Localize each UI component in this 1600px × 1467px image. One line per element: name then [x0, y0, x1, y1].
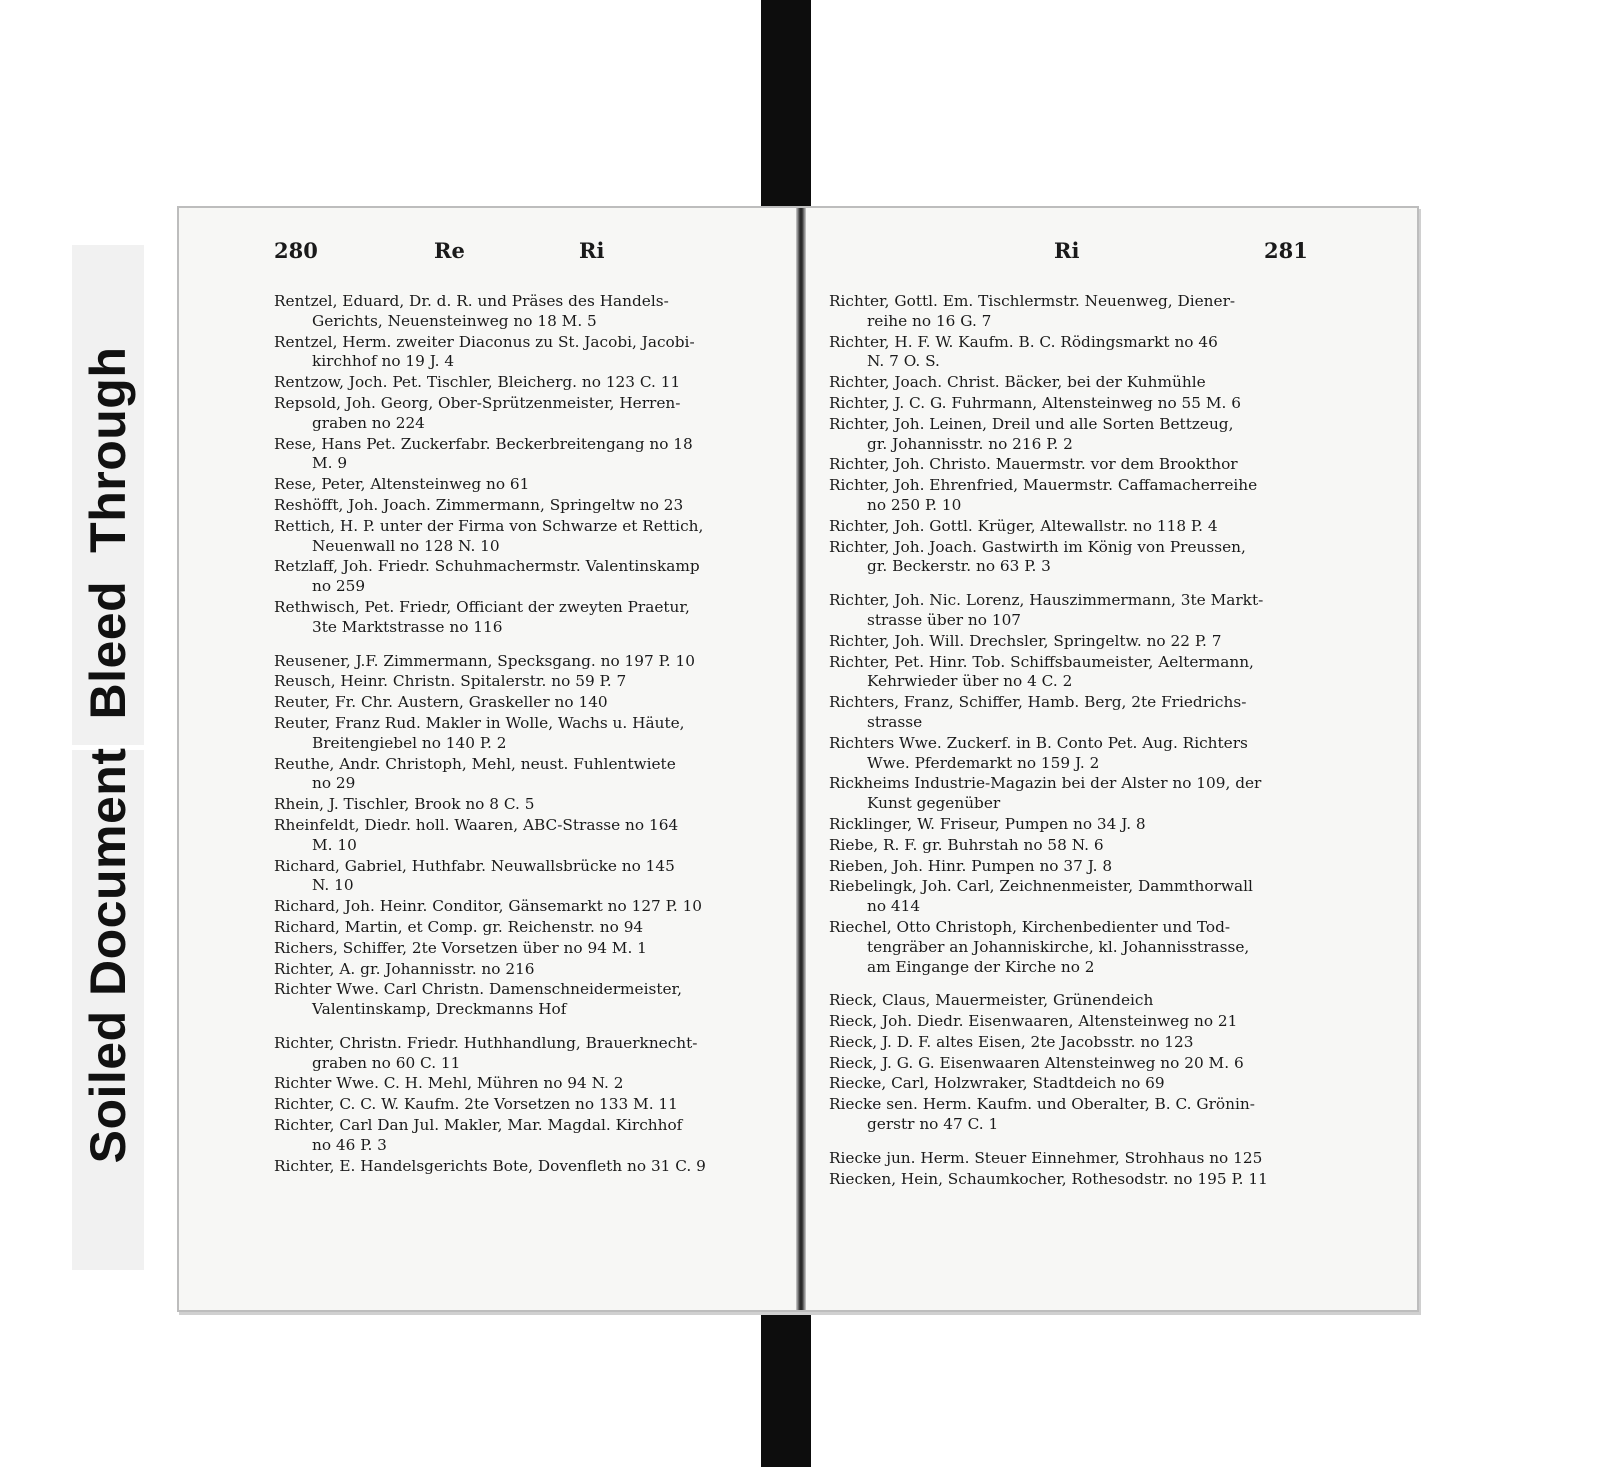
entry-line: Gerichts, Neuensteinweg no 18 M. 5: [312, 311, 597, 330]
stamp-word-bleed: Bleed: [80, 580, 136, 720]
directory-entry: [274, 1074, 774, 1094]
directory-entry: [829, 836, 1329, 856]
entry-line: Rentzel, Herm. zweiter Diaconus zu St. Jacobi, Jacobi-: [274, 332, 695, 351]
entry-line: Richter, J. C. G. Fuhrmann, Altensteinweg no 55 M. 6: [829, 393, 1241, 412]
entry-line: Richter, C. C. W. Kaufm. 2te Vorsetzen no 133 M. 11: [274, 1095, 678, 1114]
entry-line: Rentzow, Joch. Pet. Tischler, Bleicherg. no 123 C. 11: [274, 373, 681, 392]
entry-line: Riechel, Otto Christoph, Kirchenbedienter und Tod-: [829, 917, 1231, 936]
entry-line: Reuthe, Andr. Christoph, Mehl, neust. Fuhlentwiete: [274, 754, 676, 773]
entry-line: Richter, H. F. W. Kaufm. B. C. Rödingsmarkt no 46: [829, 332, 1218, 351]
entry-line: Richter, Joh. Nic. Lorenz, Hauszimmermann, 3te Markt-: [829, 591, 1264, 610]
directory-entry: [829, 857, 1329, 877]
directory-entry: [829, 1012, 1329, 1032]
directory-entry: [829, 538, 1329, 578]
entry-line: Neuenwall no 128 N. 10: [312, 536, 500, 555]
directory-entry: [274, 857, 774, 897]
entry-line: strasse über no 107: [867, 610, 1022, 629]
directory-entry: [829, 1074, 1329, 1094]
directory-entry: [274, 496, 774, 516]
entry-line: no 250 P. 10: [867, 495, 962, 514]
entry-line: Rieck, Joh. Diedr. Eisenwaaren, Altensteinweg no 21: [829, 1012, 1238, 1031]
entry-line: Rheinfeldt, Diedr. holl. Waaren, ABC-Strasse no 164: [274, 815, 679, 834]
directory-entry: [274, 939, 774, 959]
directory-entry: [829, 591, 1329, 631]
binding-strip-top: [761, 0, 811, 212]
directory-entry: [829, 455, 1329, 475]
directory-entry: [274, 292, 774, 332]
directory-entries: [274, 292, 774, 1177]
entry-line: N. 10: [312, 876, 354, 895]
directory-entry: [274, 557, 774, 597]
directory-entry: [829, 415, 1329, 455]
page-number: 281: [1264, 238, 1308, 263]
entry-line: Richard, Joh. Heinr. Conditor, Gänsemarkt no 127 P. 10: [274, 897, 703, 916]
entry-line: Rethwisch, Pet. Friedr, Officiant der zweyten Praetur,: [274, 597, 690, 616]
entry-line: M. 9: [312, 454, 348, 473]
directory-entry: [274, 517, 774, 557]
entry-line: Wwe. Pferdemarkt no 159 J. 2: [867, 753, 1100, 772]
directory-entry: [274, 1034, 774, 1074]
directory-entry: [829, 1033, 1329, 1053]
entry-line: Breitengiebel no 140 P. 2: [312, 733, 507, 752]
entry-line: no 414: [867, 897, 921, 916]
entry-line: Richter, Joh. Leinen, Dreil und alle Sorten Bettzeug,: [829, 414, 1234, 433]
directory-entry: [829, 1095, 1329, 1135]
entry-line: Richter, Pet. Hinr. Tob. Schiffsbaumeister, Aeltermann,: [829, 652, 1254, 671]
directory-entry: [274, 373, 774, 393]
soiled-document-stamp: [72, 245, 154, 1270]
entry-line: Riecke, Carl, Holzwraker, Stadtdeich no 69: [829, 1074, 1165, 1093]
entry-line: graben no 60 C. 11: [312, 1053, 461, 1072]
entry-line: Rieben, Joh. Hinr. Pumpen no 37 J. 8: [829, 856, 1113, 875]
directory-entry: [274, 1157, 774, 1177]
entry-line: Rese, Peter, Altensteinweg no 61: [274, 475, 530, 494]
directory-entry: [829, 815, 1329, 835]
directory-entry: [829, 877, 1329, 917]
stamp-word-soiled-document: Soiled Document: [80, 747, 136, 1164]
directory-entry: [274, 693, 774, 713]
entry-line: Reuter, Fr. Chr. Austern, Graskeller no 140: [274, 693, 608, 712]
directory-entry: [274, 1116, 774, 1156]
entry-line: Richters Wwe. Zuckerf. in B. Conto Pet. Aug. Richters: [829, 733, 1248, 752]
entry-line: Ricklinger, W. Friseur, Pumpen no 34 J. 8: [829, 814, 1146, 833]
entry-line: reihe no 16 G. 7: [867, 311, 992, 330]
stamp-word-through: Through: [80, 346, 136, 553]
entry-line: Retzlaff, Joh. Friedr. Schuhmachermstr. Valentinskamp: [274, 557, 700, 576]
directory-entry: [829, 476, 1329, 516]
left-page-header: [274, 238, 774, 268]
entry-line: Rieck, J. G. G. Eisenwaaren Altensteinweg no 20 M. 6: [829, 1053, 1244, 1072]
directory-entry: [829, 333, 1329, 373]
entry-line: Richter, Joach. Christ. Bäcker, bei der Kuhmühle: [829, 373, 1206, 392]
left-page: [274, 208, 774, 1310]
running-head: Ri: [579, 238, 605, 263]
directory-entry: [829, 517, 1329, 537]
entry-line: gerstr no 47 C. 1: [867, 1115, 999, 1134]
directory-entry: [829, 373, 1329, 393]
entry-line: strasse: [867, 712, 923, 731]
entry-line: Richter, Joh. Ehrenfried, Mauermstr. Caffamacherreihe: [829, 476, 1258, 495]
entry-line: Reusener, J.F. Zimmermann, Specksgang. no 197 P. 10: [274, 651, 695, 670]
directory-entry: [274, 816, 774, 856]
entry-line: Richter, Gottl. Em. Tischlermstr. Neuenweg, Diener-: [829, 292, 1236, 310]
directory-entry: [274, 598, 774, 638]
entry-line: Richter Wwe. C. H. Mehl, Mühren no 94 N. 2: [274, 1074, 624, 1093]
entry-line: am Eingange der Kirche no 2: [867, 957, 1095, 976]
entry-line: N. 7 O. S.: [867, 352, 940, 371]
directory-entry: [829, 292, 1329, 332]
directory-entry: [274, 755, 774, 795]
directory-entry: [274, 960, 774, 980]
entry-line: Rieck, J. D. F. altes Eisen, 2te Jacobsstr. no 123: [829, 1032, 1194, 1051]
entry-line: gr. Beckerstr. no 63 P. 3: [867, 557, 1051, 576]
entry-line: Valentinskamp, Dreckmanns Hof: [312, 1000, 567, 1019]
right-page: [829, 208, 1329, 1310]
entry-line: Richter Wwe. Carl Christn. Damenschneidermeister,: [274, 980, 683, 999]
entry-line: Rese, Hans Pet. Zuckerfabr. Beckerbreitengang no 18: [274, 434, 693, 453]
entry-line: 3te Marktstrasse no 116: [312, 617, 503, 636]
entry-line: Rieck, Claus, Mauermeister, Grünendeich: [829, 991, 1154, 1010]
directory-entry: [829, 1170, 1329, 1190]
entry-line: no 259: [312, 577, 366, 596]
directory-entry: [829, 632, 1329, 652]
entry-line: Richard, Martin, et Comp. gr. Reichenstr. no 94: [274, 917, 644, 936]
book-gutter: [796, 208, 806, 1310]
directory-entry: [274, 980, 774, 1020]
entry-line: Richters, Franz, Schiffer, Hamb. Berg, 2te Friedrichs-: [829, 693, 1247, 712]
entry-line: Riecken, Hein, Schaumkocher, Rothesodstr. no 195 P. 11: [829, 1169, 1268, 1188]
entry-line: gr. Johannisstr. no 216 P. 2: [867, 434, 1073, 453]
entry-line: Rickheims Industrie-Magazin bei der Alster no 109, der: [829, 774, 1262, 793]
entry-line: Richter, Joh. Joach. Gastwirth im König von Preussen,: [829, 537, 1246, 556]
directory-entry: [274, 394, 774, 434]
directory-entry: [274, 475, 774, 495]
entry-line: Riecke jun. Herm. Steuer Einnehmer, Strohhaus no 125: [829, 1148, 1263, 1167]
directory-entry: [829, 774, 1329, 814]
directory-entry: [274, 672, 774, 692]
directory-entry: [274, 897, 774, 917]
entry-line: no 29: [312, 774, 356, 793]
entry-line: Rentzel, Eduard, Dr. d. R. und Präses des Handels-: [274, 292, 669, 310]
directory-entry: [274, 333, 774, 373]
running-head: Ri: [1054, 238, 1080, 263]
directory-entries: [829, 292, 1329, 1190]
entry-line: Rettich, H. P. unter der Firma von Schwarze et Rettich,: [274, 516, 704, 535]
directory-entry: [829, 1149, 1329, 1169]
entry-line: Reuter, Franz Rud. Makler in Wolle, Wachs u. Häute,: [274, 713, 685, 732]
directory-entry: [274, 1095, 774, 1115]
directory-entry: [829, 693, 1329, 733]
page-number: 280: [274, 238, 318, 263]
entry-line: Richter, Christn. Friedr. Huthhandlung, Brauerknecht-: [274, 1033, 698, 1052]
running-head: Re: [434, 238, 465, 263]
entry-line: Riebelingk, Joh. Carl, Zeichnenmeister, Dammthorwall: [829, 877, 1253, 896]
directory-entry: [829, 918, 1329, 977]
entry-line: Reshöfft, Joh. Joach. Zimmermann, Springeltw no 23: [274, 495, 684, 514]
entry-line: Richter, Joh. Christo. Mauermstr. vor dem Brookthor: [829, 455, 1238, 474]
entry-line: Riebe, R. F. gr. Buhrstah no 58 N. 6: [829, 835, 1104, 854]
entry-line: Richter, Joh. Gottl. Krüger, Altewallstr. no 118 P. 4: [829, 516, 1218, 535]
binding-strip-bottom: [761, 1290, 811, 1467]
entry-line: Kunst gegenüber: [867, 794, 1001, 813]
entry-line: Richers, Schiffer, 2te Vorsetzen über no 94 M. 1: [274, 938, 647, 957]
entry-line: graben no 224: [312, 413, 425, 432]
directory-entry: [274, 652, 774, 672]
directory-entry: [274, 714, 774, 754]
entry-line: Richard, Gabriel, Huthfabr. Neuwallsbrücke no 145: [274, 856, 675, 875]
stamp-text: [79, 333, 137, 1178]
directory-entry: [829, 1054, 1329, 1074]
right-page-header: [829, 238, 1329, 268]
entry-line: Kehrwieder über no 4 C. 2: [867, 672, 1073, 691]
directory-entry: [274, 435, 774, 475]
entry-line: no 46 P. 3: [312, 1135, 387, 1154]
entry-line: kirchhof no 19 J. 4: [312, 352, 455, 371]
directory-entry: [829, 653, 1329, 693]
entry-line: Richter, E. Handelsgerichts Bote, Dovenfleth no 31 C. 9: [274, 1156, 706, 1175]
entry-line: Riecke sen. Herm. Kaufm. und Oberalter, B. C. Grönin-: [829, 1095, 1255, 1114]
entry-line: Richter, Carl Dan Jul. Makler, Mar. Magdal. Kirchhof: [274, 1116, 683, 1135]
entry-line: Richter, A. gr. Johannisstr. no 216: [274, 959, 535, 978]
directory-entry: [829, 734, 1329, 774]
entry-line: Richter, Joh. Will. Drechsler, Springeltw. no 22 P. 7: [829, 631, 1222, 650]
directory-entry: [274, 918, 774, 938]
directory-entry: [829, 991, 1329, 1011]
entry-line: Repsold, Joh. Georg, Ober-Sprützenmeister, Herren-: [274, 393, 681, 412]
entry-line: tengräber an Johanniskirche, kl. Johannisstrasse,: [867, 937, 1250, 956]
directory-entry: [829, 394, 1329, 414]
book-spread: [177, 206, 1419, 1312]
entry-line: Rhein, J. Tischler, Brook no 8 C. 5: [274, 795, 535, 814]
directory-entry: [274, 795, 774, 815]
entry-line: Reusch, Heinr. Christn. Spitalerstr. no 59 P. 7: [274, 672, 627, 691]
entry-line: M. 10: [312, 835, 357, 854]
